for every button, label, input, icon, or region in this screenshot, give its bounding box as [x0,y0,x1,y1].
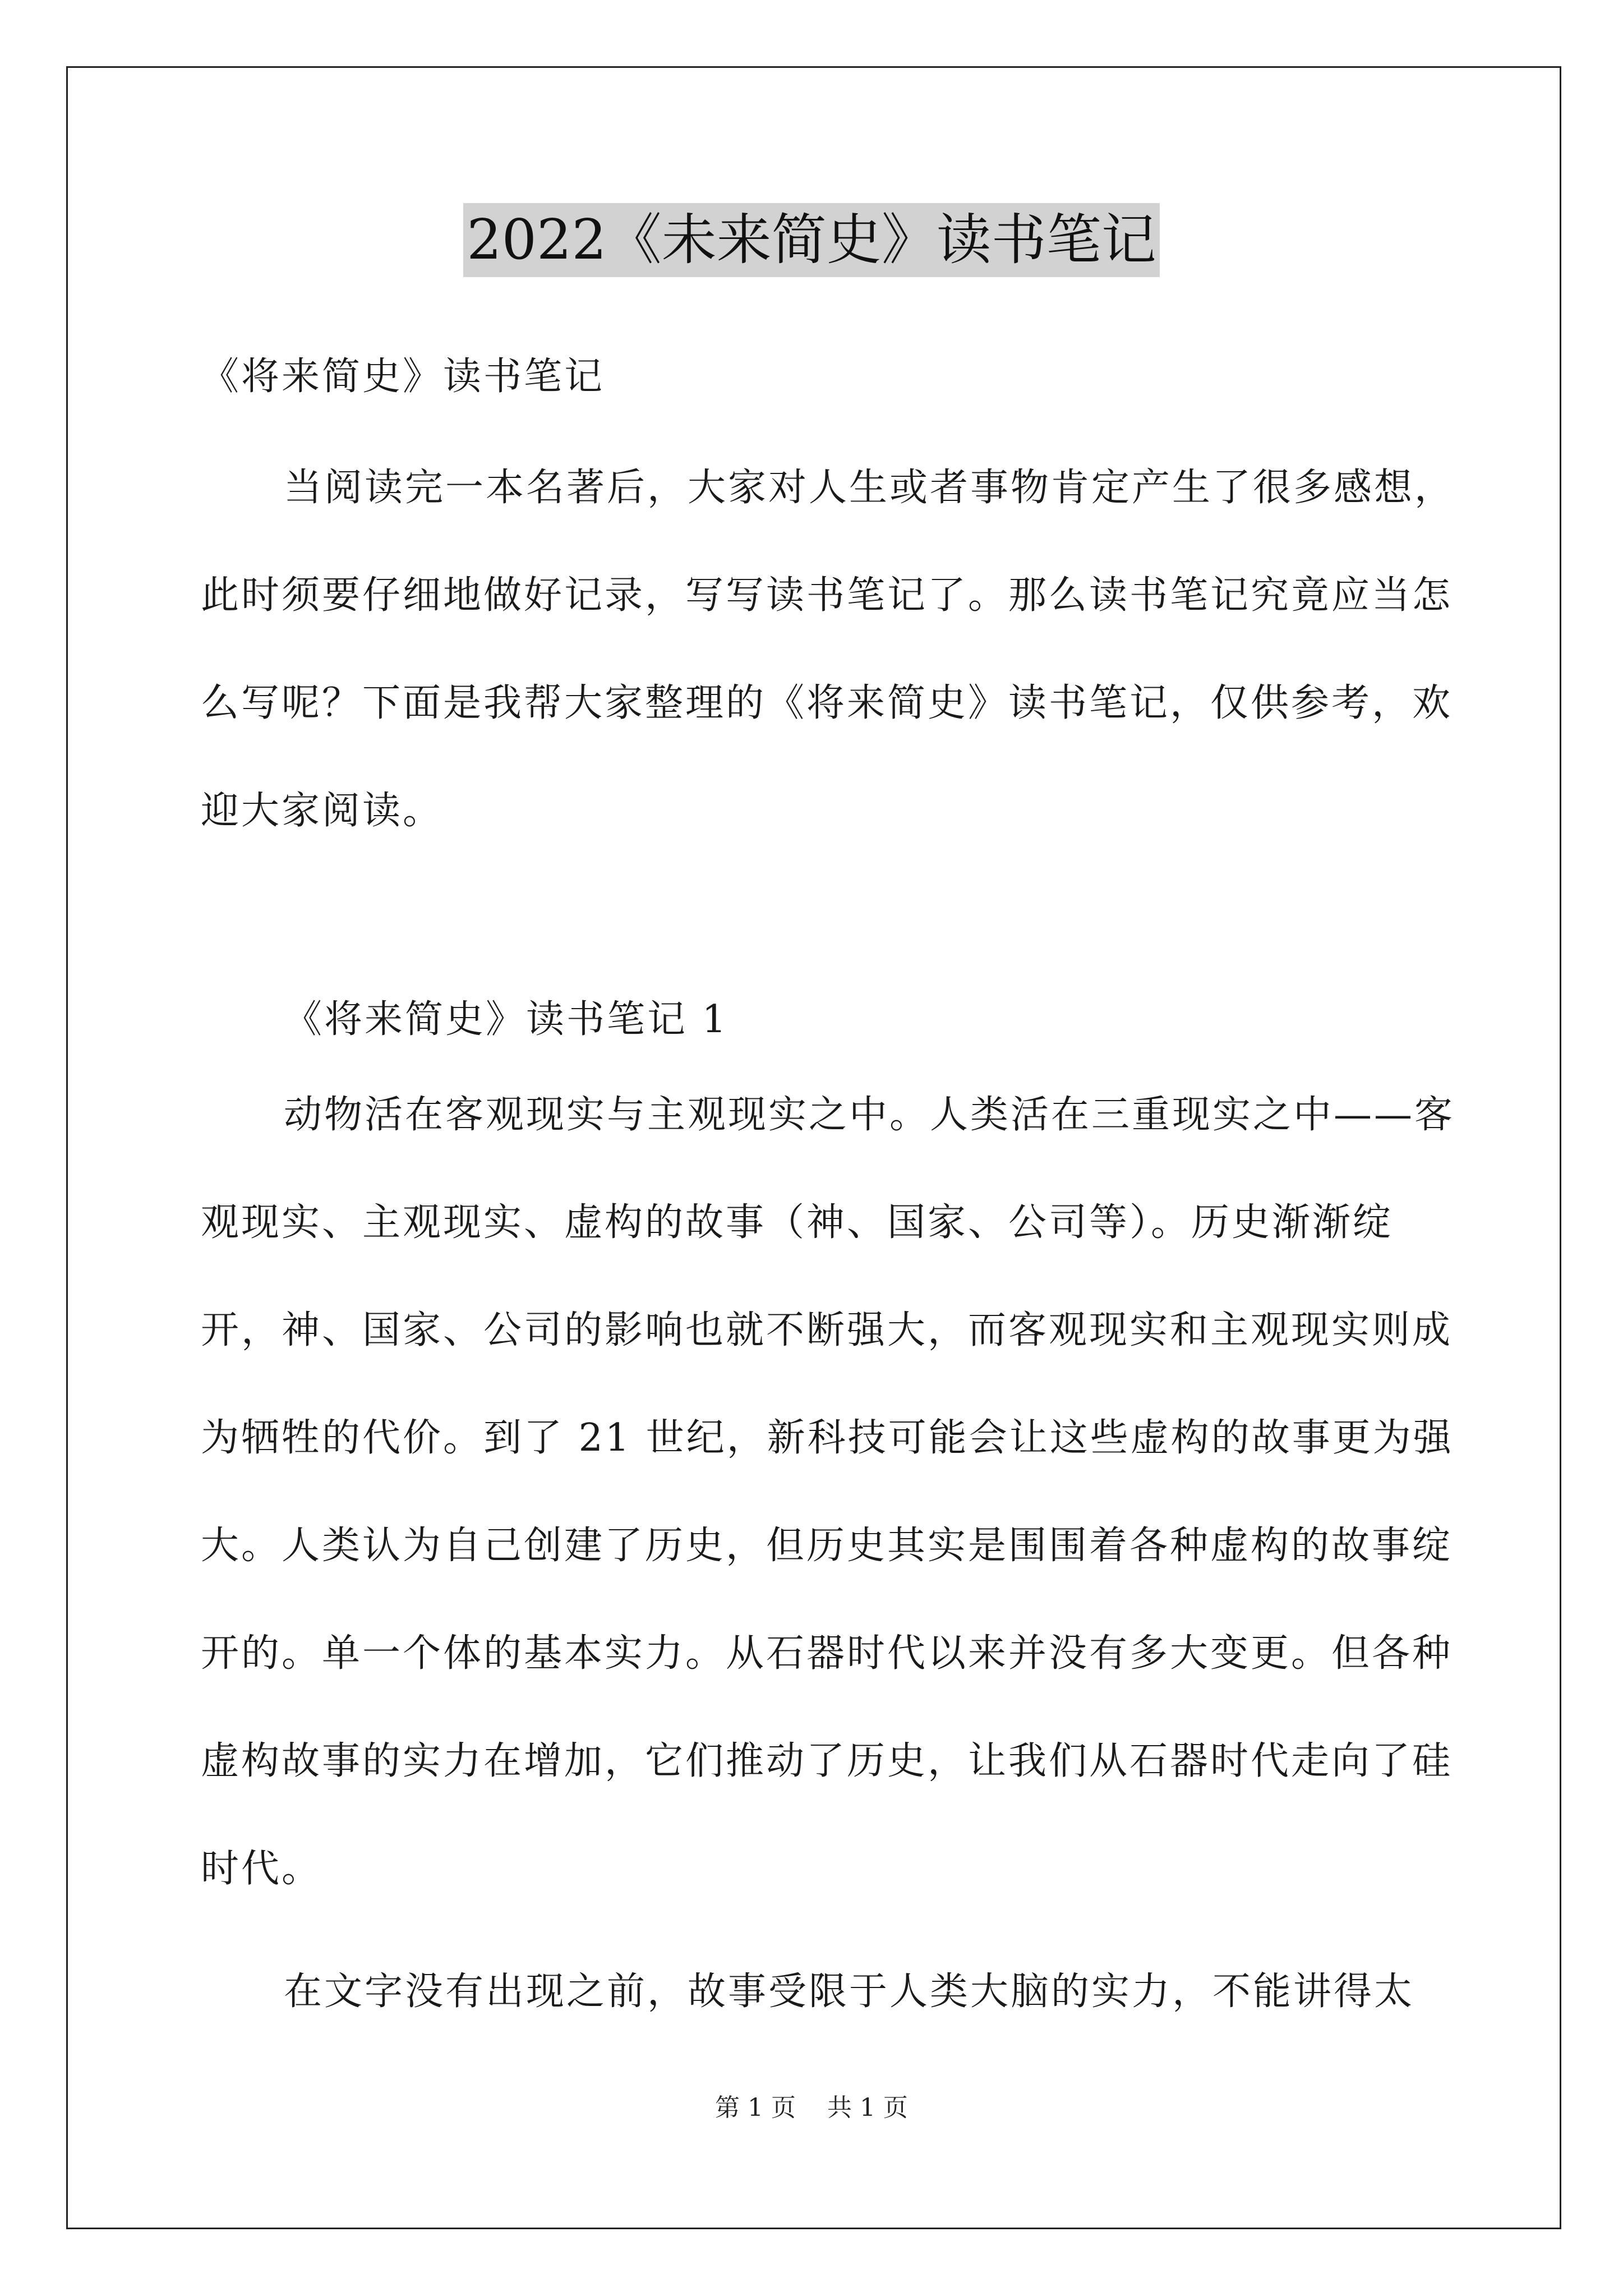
document-title: 2022《未来简史》读书笔记 [463,203,1159,277]
title-container [0,203,1623,277]
body-paragraph-1: 动物活在客观现实与主观现实之中。人类活在三重现实之中——客观现实、主观现实、虚构的故事（神、国家、公司等）。历史渐渐绽开，神、国家、公司的影响也就不断强大，而客观现实和主观现实则成为牺牲的代价。到了 21 世纪，新科技可能会让这些虚构的故事更为强大。人类认为自己创建了历史，但历史其实是围围着各种虚构的故事绽开的。单一个体的基本实力。从石器时代以来并没有多大变更。但各种虚构故事的实力在增加，它们推动了历史，让我们从石器时代走向了硅时代。 [201,1093,1455,1891]
document-subtitle: 《将来简史》读书笔记 [201,355,605,399]
body-paragraph-2: 在文字没有出现之前，故事受限于人类大脑的实力，不能讲得太 [284,1970,1415,2014]
intro-paragraph: 当阅读完一本名著后，大家对人生或者事物肯定产生了很多感想，此时须要仔细地做好记录，写写读书笔记了。那么读书笔记究竟应当怎么写呢？下面是我帮大家整理的《将来简史》读书笔记，仅供参考，欢迎大家阅读。 [201,466,1455,833]
section-heading: 《将来简史》读书笔记 1 [284,997,728,1042]
page-footer: 第 1 页 共 1 页 [715,2093,908,2122]
